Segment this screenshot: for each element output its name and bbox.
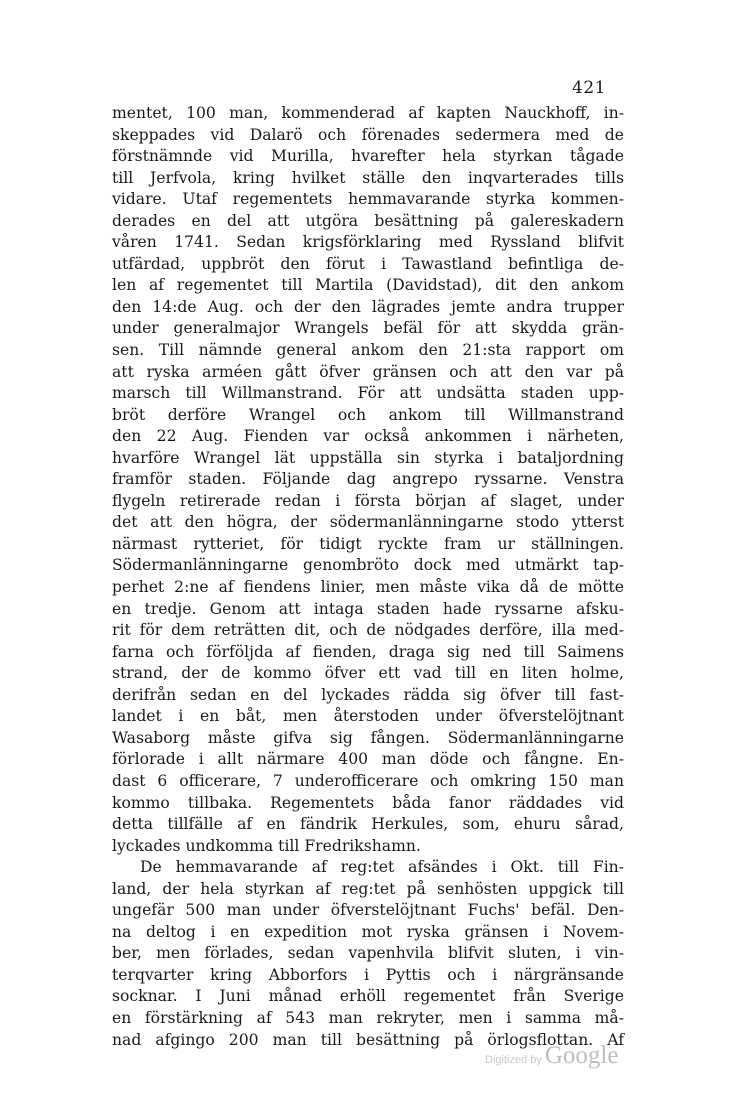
text-line: förstnämnde vid Murilla, hvarefter hela styrkan tågade (112, 147, 624, 166)
text-line: Södermanlänningarne genombröto dock med utmärkt tap- (112, 556, 624, 575)
text-line: den 22 Aug. Fienden var också ankommen i närheten, (112, 427, 624, 446)
text-line: sen. Till nämnde general ankom den 21:sta rapport om (112, 341, 624, 360)
text-line: framför staden. Följande dag angrepo ryssarne. Venstra (112, 470, 624, 489)
text-line: en förstärkning af 543 man rekryter, men i samma må- (112, 1008, 624, 1027)
text-line: den 14:de Aug. och der den lägrades jemte andra trupper (112, 297, 624, 316)
text-line: marsch till Willmanstrand. För att undsätta staden upp- (112, 384, 624, 403)
text-line: detta tillfälle af en fändrik Herkules, som, ehuru sårad, (112, 815, 624, 834)
text-line: vidare. Utaf regementets hemmavarande styrka kommen- (112, 190, 624, 209)
text-line: skeppades vid Dalarö och förenades sedermera med de (112, 125, 624, 144)
text-line: rit för dem reträtten dit, och de nödgades derföre, illa med- (112, 621, 624, 640)
text-line: kommo tillbaka. Regementets båda fanor räddades vid (112, 793, 624, 812)
text-line: strand, der de kommo öfver ett vad till en liten holme, (112, 664, 624, 683)
digitized-watermark (485, 1042, 618, 1070)
watermark-prefix: Digitized by (485, 1054, 542, 1066)
text-line: till Jerfvola, kring hvilket ställe den inqvarterades tills (112, 168, 624, 187)
text-line: en tredje. Genom att intaga staden hade ryssarne afsku- (112, 599, 624, 618)
text-line: flygeln retirerade redan i första början af slaget, under (112, 491, 624, 510)
text-line: ungefär 500 man under öfverstelöjtnant Fuchs' befäl. Den- (112, 901, 624, 920)
text-line: nad afgingo 200 man till besättning på örlogsflottan. Af (112, 1030, 624, 1049)
text-line: mentet, 100 man, kommenderad af kapten Nauckhoff, in- (112, 104, 624, 122)
text-line: terqvarter kring Abborfors i Pyttis och i närgränsande (112, 965, 624, 984)
page-number: 421 (572, 78, 606, 98)
google-logo: Google (544, 1042, 619, 1069)
text-line: bröt derföre Wrangel och ankom till Willmanstrand (112, 405, 624, 424)
text-line: under generalmajor Wrangels befäl för att skydda grän- (112, 319, 624, 338)
text-line: att ryska arméen gått öfver gränsen och att den var på (112, 362, 624, 381)
text-line: landet i en båt, men återstoden under öfverstelöjtnant (112, 707, 624, 726)
text-line: perhet 2:ne af fiendens linier, men måste vika då de mötte (112, 578, 624, 597)
text-line: hvarföre Wrangel lät uppställa sin styrka i bataljordning (112, 448, 624, 467)
text-line: derades en del att utgöra besättning på galereskadern (112, 211, 624, 230)
text-line: våren 1741. Sedan krigsförklaring med Ryssland blifvit (112, 233, 624, 252)
text-line: len af regementet till Martila (Davidstad), dit den ankom (112, 276, 624, 295)
text-line: derifrån sedan en del lyckades rädda sig öfver till fast- (112, 685, 624, 704)
text-line: dast 6 officerare, 7 underofficerare och omkring 150 man (112, 771, 624, 790)
text-line: närmast rytteriet, för tidigt ryckte fram ur ställningen. (112, 534, 624, 553)
text-line: utfärdad, uppbröt den förut i Tawastland befintliga de- (112, 254, 624, 273)
text-line: det att den högra, der södermanlänningarne stodo ytterst (112, 513, 624, 532)
text-line: farna och förföljda af fienden, draga sig ned till Saimens (112, 642, 624, 661)
paragraph-start-line: De hemmavarande af reg:tet afsändes i Okt. till Fin- (140, 858, 624, 877)
text-line: förlorade i allt närmare 400 man döde och fångne. En- (112, 750, 624, 769)
text-line: ber, men förlades, sedan vapenhvila blifvit sluten, i vin- (112, 944, 624, 963)
text-line: Wasaborg måste gifva sig fången. Södermanlänningarne (112, 728, 624, 747)
body-text (112, 103, 624, 1051)
text-line: na deltog i en expedition mot ryska gränsen i Novem- (112, 922, 624, 941)
text-line: socknar. I Juni månad erhöll regementet från Sverige (112, 987, 624, 1006)
text-line: land, der hela styrkan af reg:tet på senhösten uppgick till (112, 879, 624, 898)
paragraph-end-line: lyckades undkomma till Fredrikshamn. (112, 836, 421, 855)
